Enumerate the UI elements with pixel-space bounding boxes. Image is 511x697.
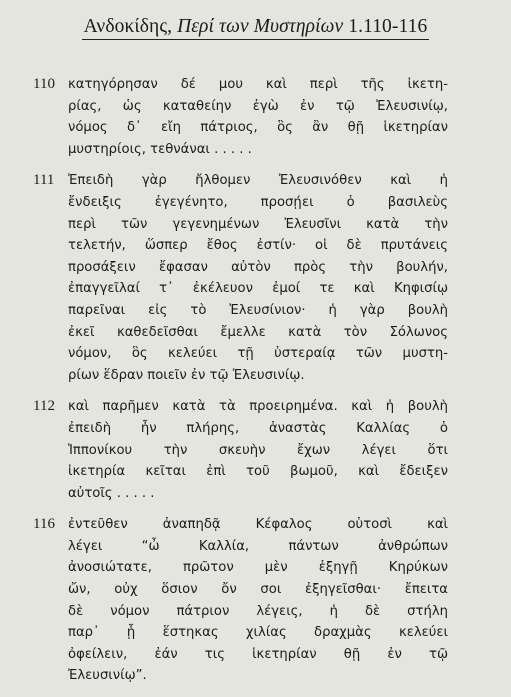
text-line: Ἐλευσινίῳ”. [68, 668, 147, 684]
text-line: Ἱππονίκου τὴν σκευὴν ἔχων λέγει ὅτι [68, 442, 448, 458]
text-line: προσάξειν ἔφασαν αὐτὸν πρὸς τὴν βουλήν, [68, 259, 448, 275]
title-range: 1.110-116 [343, 16, 428, 37]
text-line: ἔνδειξις ἐγεγένητο, προσῄει ὁ βασιλεὺς [68, 194, 448, 210]
text-line: τελετήν, ὥσπερ ἔθος ἐστίν· οἱ δὲ πρυτάνεις [68, 238, 448, 254]
text-line: αὐτοῖς . . . . . [68, 485, 155, 501]
passage-list [0, 74, 511, 697]
title-author: Ανδοκίδης, [83, 16, 178, 37]
text-line: δὲ νόμον πάτριον λέγεις, ἡ δὲ στήλη [68, 603, 448, 619]
text-line: λέγει “ὦ Καλλία, πάντων ἀνθρώπων [68, 538, 448, 554]
text-line: καὶ παρῆμεν κατὰ τὰ προειρημένα. καὶ ἡ βουλὴ [68, 399, 448, 415]
title-work: Περί των Μυστηρίων [177, 16, 344, 37]
section-number: 116 [33, 516, 55, 533]
section-number: 111 [33, 172, 55, 189]
page-title [82, 16, 430, 40]
passage-112 [0, 396, 511, 504]
text-line: ὤν, οὐχ ὅσιον ὄν σοι ἐξηγεῖσθαι· ἔπειτα [68, 582, 448, 598]
text-line: περὶ τῶν γεγενημένων Ἐλευσῖνι κατὰ τὴν [68, 216, 448, 232]
section-number: 112 [33, 398, 55, 415]
text-line: ἀνοσιώτατε, πρῶτον μὲν ἐξηγῇ Κηρύκων [68, 560, 448, 576]
text-line: παρεῖναι εἰς τὸ Ἐλευσίνιον· ἡ γὰρ βουλὴ [68, 302, 448, 318]
text-line: ἐντεῦθεν ἀναπηδᾷ Κέφαλος οὑτοσὶ καὶ [68, 517, 448, 533]
text-line: ἐπειδὴ ἦν πλήρης, ἀναστὰς Καλλίας ὁ [68, 420, 448, 436]
text-line: ρίας, ὡς καταθείην ἐγὼ ἐν τῷ Ἐλευσινίῳ, [68, 98, 448, 114]
text-line: μυστηρίοις, τεθνάναι . . . . . [68, 141, 252, 157]
passage-111 [0, 170, 511, 386]
text-line: ἐκεῖ καθεδεῖσθαι ἔμελλε κατὰ τὸν Σόλωνος [68, 324, 448, 340]
passage-116 [0, 514, 511, 687]
title-bar [0, 16, 511, 40]
text-line: παρ᾽ ᾗ ἕστηκας χιλίας δραχμὰς κελεύει [68, 625, 448, 641]
text-line: ἐπαγγεῖλαί τ᾽ ἐκέλευον ἐμοί τε καὶ Κηφισίῳ [68, 281, 448, 297]
section-number: 110 [33, 76, 55, 92]
text-line: ἱκετηρία κεῖται ἐπὶ τοῦ βωμοῦ, καὶ ἔδειξεν [68, 464, 448, 480]
passage-110 [0, 74, 511, 160]
text-line: Ἐπειδὴ γὰρ ἤλθομεν Ἐλευσινόθεν καὶ ἡ [68, 173, 448, 189]
text-line: νόμος δ᾽ εἴη πάτριος, ὃς ἂν θῇ ἱκετηρίαν [68, 120, 448, 136]
text-line: κατηγόρησαν δέ μου καὶ περὶ τῆς ἱκετη- [68, 77, 448, 92]
text-line: ὀφείλειν, ἐάν τις ἱκετηρίαν θῇ ἐν τῷ [68, 646, 448, 662]
text-line: ρίων ἕδραν ποιεῖν ἐν τῷ Ἐλευσινίῳ. [68, 367, 305, 383]
text-line: νόμον, ὃς κελεύει τῇ ὑστεραίᾳ τῶν μυστη- [68, 346, 448, 362]
